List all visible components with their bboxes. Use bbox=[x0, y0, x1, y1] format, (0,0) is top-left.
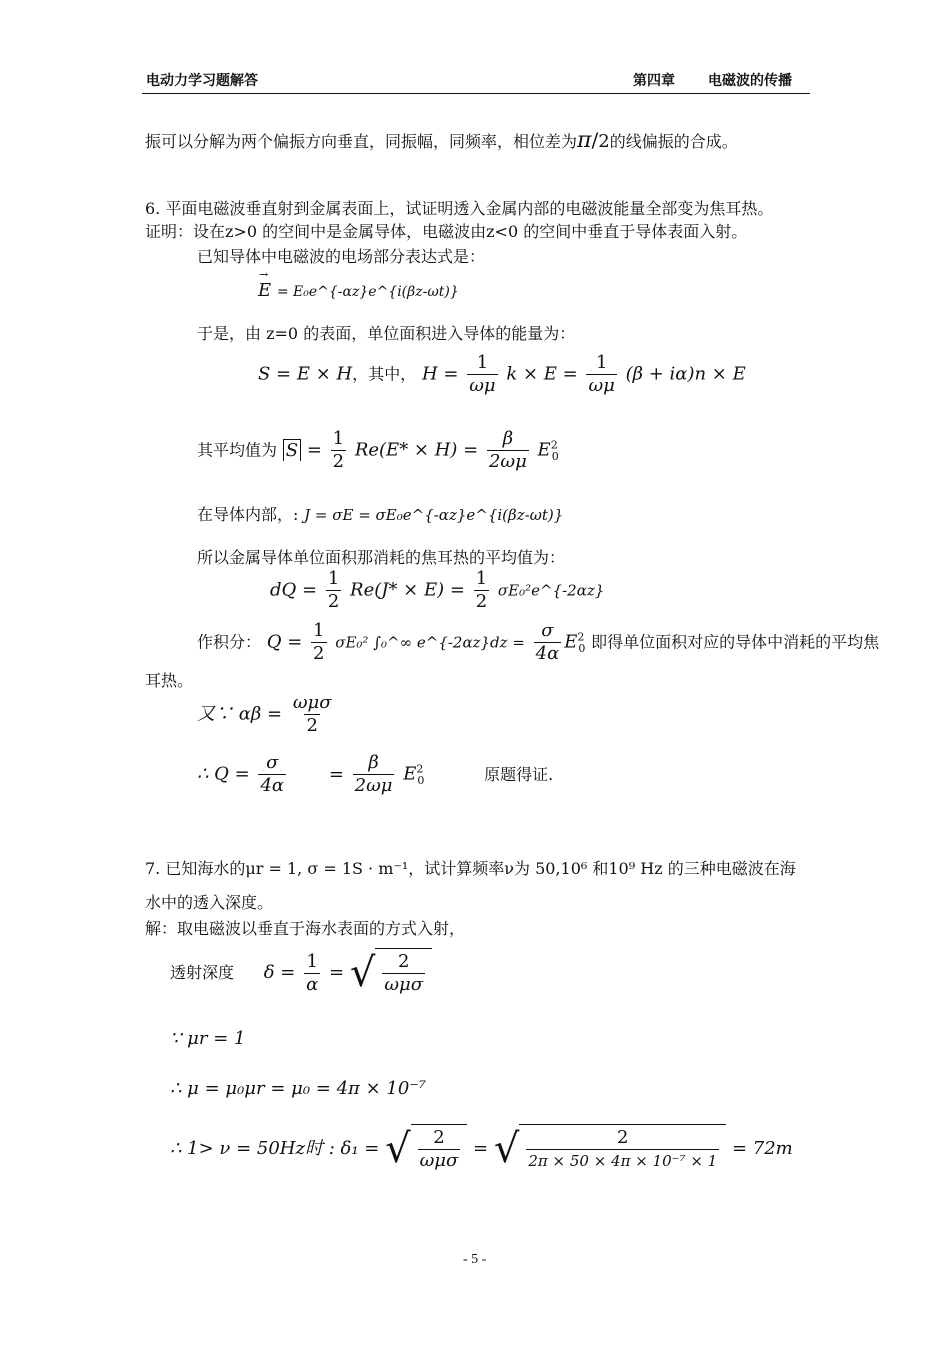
equation-integral: 作积分： Q = $\frac{1}{2}$ σE₀² ∫₀^∞ e^{-2αz}dz = $\frac{\sigma}{4\alpha}$ $E^2_0$ 即得单位面积对应的导体中消耗的平均焦 bbox=[197, 620, 880, 664]
header-rule bbox=[142, 93, 810, 94]
chapter-title: 电磁波的传播 bbox=[708, 73, 792, 89]
problem-6-proof-intro: 证明：设在z>0 的空间中是金属导体，电磁波由z<0 的空间中垂直于导体表面入射。 bbox=[145, 222, 748, 241]
equation-conclusion: ∴ Q = $\frac{\sigma}{4\alpha}$ = $\frac{\beta}{2\omega\mu}$ $E^2_0$ 原题得证. bbox=[197, 752, 554, 796]
equation-e-field: → E = E₀e^{-αz}e^{i(βz-ωt)} bbox=[258, 280, 459, 301]
equation-average-s: 其平均值为 S = $\frac{1}{2}$ Re(E* × H) = $\frac{\beta}{2\omega\mu}$ $E^2_0$ bbox=[197, 428, 559, 472]
then-text: 于是，由 z=0 的表面，单位面积进入导体的能量为： bbox=[197, 324, 576, 343]
running-header-left: 电动力学习题解答 bbox=[146, 73, 258, 89]
problem-7-statement-cont: 水中的透入深度。 bbox=[145, 893, 274, 912]
continuation-line: 振可以分解为两个偏振方向垂直，同振幅，同频率，相位差为π/2的线偏振的合成。 bbox=[145, 128, 738, 153]
problem-7-statement: 7. 已知海水的μr = 1, σ = 1S · m⁻¹，试计算频率ν为 50,10⁶ 和10⁹ Hz 的三种电磁波在海 bbox=[145, 859, 796, 878]
equation-current-density: 在导体内部，: J = σE = σE₀e^{-αz}e^{i(βz-ωt)} bbox=[197, 505, 564, 524]
chapter-label: 第四章 bbox=[633, 73, 675, 89]
solution-intro: 解：取电磁波以垂直于海水表面的方式入射， bbox=[145, 919, 466, 938]
equation-mur: ∵ μr = 1 bbox=[170, 1028, 246, 1049]
equation-delta-1: ∴ 1> ν = 50Hz时 : δ₁ = √ $\frac{2}{\text{ωμσ}}$ = √ $\frac{2}{\text{2π × 50 × 4π × 10⁻⁷ × 1}}$ = 72m bbox=[170, 1126, 793, 1172]
equation-dq: dQ = $\frac{1}{2}$ Re(J* × E) = $\frac{1}{2}$ σE₀²e^{-2αz} bbox=[270, 568, 605, 612]
page-number: - 5 - bbox=[463, 1252, 487, 1267]
joule-heat-text: 所以金属导体单位面积那消耗的焦耳热的平均值为： bbox=[197, 548, 566, 567]
equation-alpha-beta: 又∵ αβ = $\frac{\text{ωμσ}}{2}$ bbox=[197, 692, 332, 736]
integral-tail: 耳热。 bbox=[145, 671, 194, 690]
problem-6-statement: 6. 平面电磁波垂直射到金属表面上，试证明透入金属内部的电磁波能量全部变为焦耳热。 bbox=[145, 199, 774, 218]
equation-depth: 透射深度 δ = $\frac{1}{\alpha}$ = √ $\frac{2}{\text{ωμσ}}$ bbox=[170, 948, 432, 998]
known-field-text: 已知导体中电磁波的电场部分表达式是： bbox=[197, 247, 486, 266]
equation-mu: ∴ μ = μ₀μr = μ₀ = 4π × 10⁻⁷ bbox=[170, 1078, 427, 1099]
equation-poynting: S = E × H，其中， H = $\frac{1}{\omega\mu}$ k × E = $\frac{1}{\omega\mu}$ (β + iα)n × E bbox=[258, 352, 746, 396]
